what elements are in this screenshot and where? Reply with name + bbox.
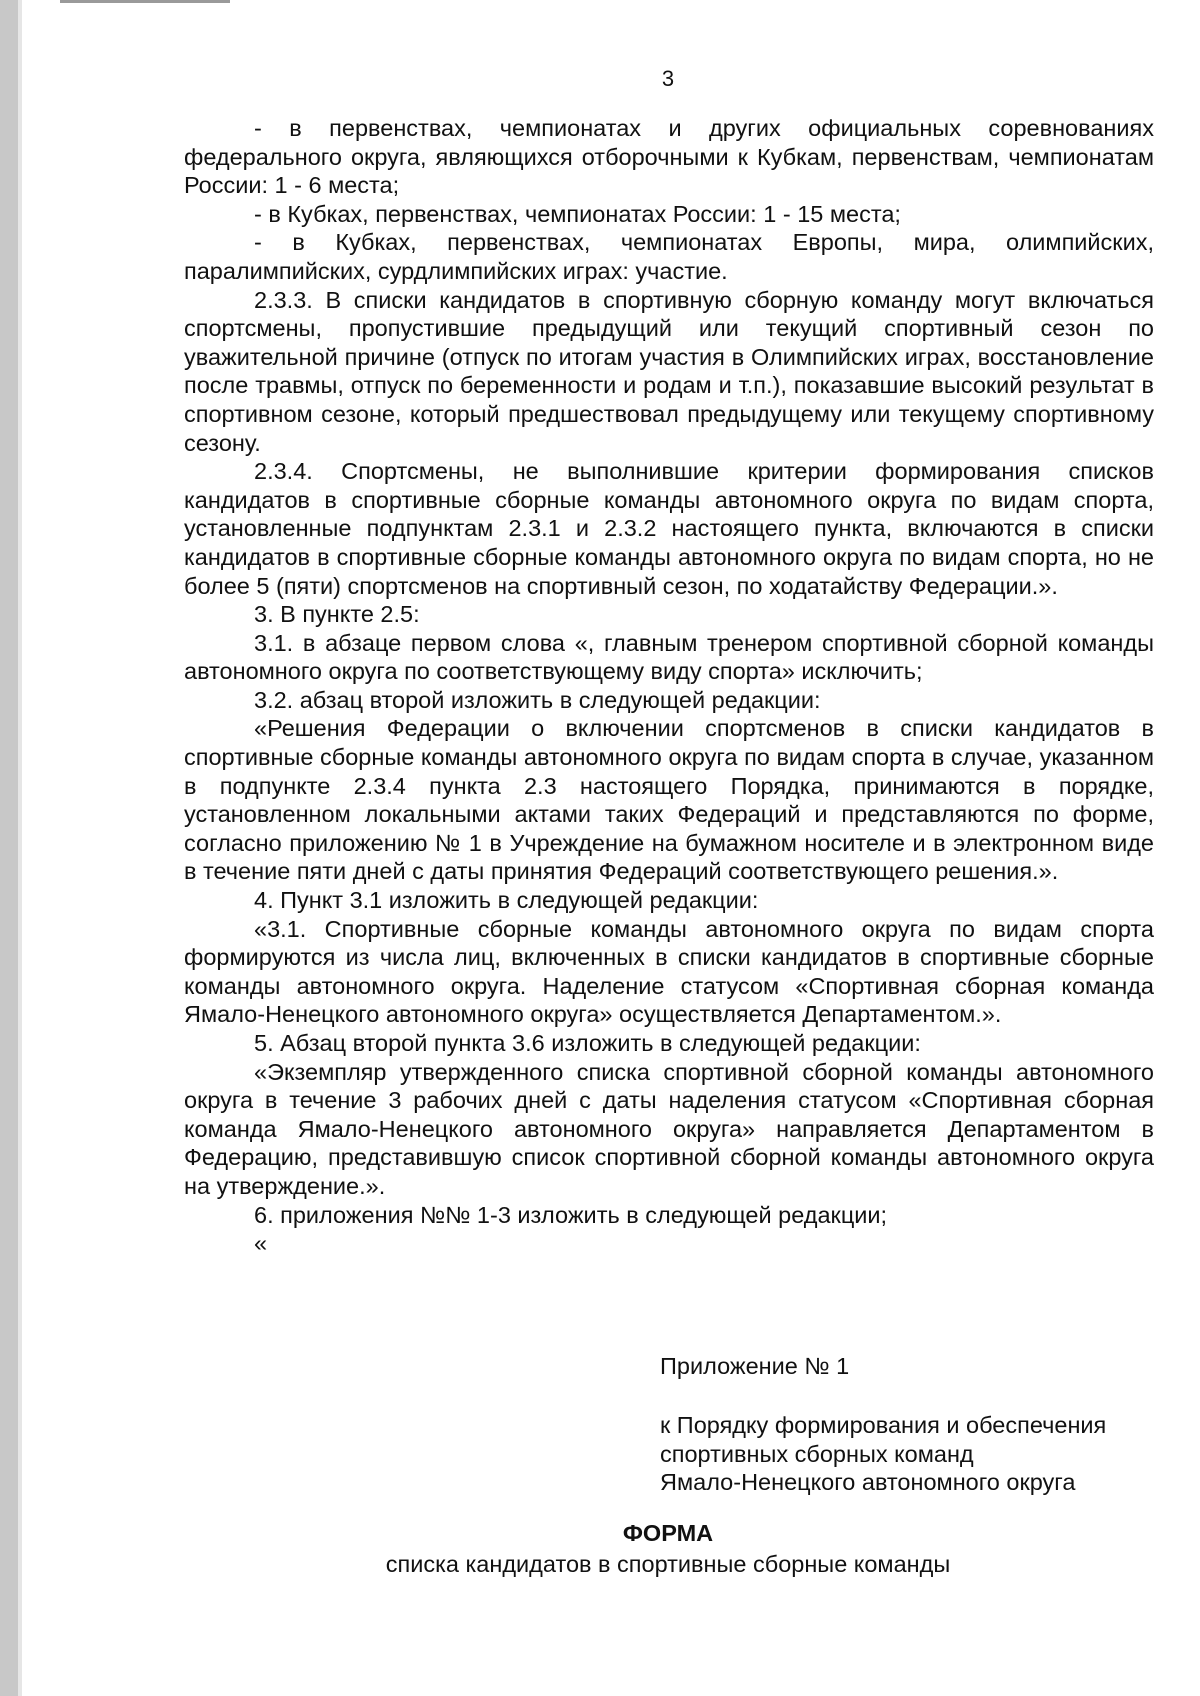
paragraph-europe-world-games: - в Кубках, первенствах, чемпионатах Европы, мира, олимпийских, паралимпийских, сурдлимпийских играх: участие. — [184, 229, 1154, 284]
appendix-title: Приложение № 1 — [660, 1353, 850, 1379]
paragraph-2-3-3: 2.3.3. В списки кандидатов в спортивную сборную команду могут включаться спортсмены, пропустившие предыдущий или текущий спортивный сезон по уважительной причине (отпуск по итогам участия в Олимпийских играх, восстановление после травмы, отпуск по беременности и родам и т.п.), показавшие высокий результат в спортивном сезоне, который предшествовал предыдущему или текущему спортивному сезону. — [184, 286, 1154, 456]
paragraph-item-5: 5. Абзац второй пункта 3.6 изложить в следующей редакции: — [254, 1030, 921, 1056]
paragraph-russia-cups: - в Кубках, первенствах, чемпионатах России: 1 - 15 места; — [254, 200, 901, 227]
paragraph-federal-district-competitions: - в первенствах, чемпионатах и других официальных соревнованиях федерального округа, являющихся отборочными к Кубкам, первенствам, чемпионатам России: 1 - 6 места; — [184, 115, 1154, 199]
paragraph-item-6: 6. приложения №№ 1-3 изложить в следующей редакции; — [254, 1201, 888, 1228]
paragraph-item-4: 4. Пункт 3.1 изложить в следующей редакции: — [254, 887, 759, 914]
paragraph-item-3: 3. В пункте 2.5: — [254, 601, 420, 628]
appendix-desc-line: к Порядку формирования и обеспечения — [660, 1412, 1107, 1438]
form-subtitle: списка кандидатов в спортивные сборные команды — [385, 1551, 951, 1577]
paragraph-3-1-teams: «3.1. Спортивные сборные команды автономного округа по видам спорта формируются из числа лиц, включенных в списки кандидатов в спортивные сборные команды автономного округа. Наделение статусом «Спортивная сборная команда Ямало-Ненецкого автономного округа» осуществляется Департаментом.». — [184, 915, 1154, 1028]
paragraph-federation-decisions: «Решения Федерации о включении спортсменов в списки кандидатов в спортивные сборные команды автономного округа по видам спорта в случае, указанном в подпункте 2.3.4 пункта 2.3 настоящего Порядка, принимаются в порядке, установленном локальными актами таких Федераций и представляются по форме, согласно приложению № 1 в Учреждение на бумажном носителе и в электронном виде в течение пяти дней с даты принятия Федераций соответствующего решения.». — [184, 715, 1154, 885]
paragraph-opening-quote: « — [254, 1230, 268, 1257]
paragraph-item-3-1: 3.1. в абзаце первом слова «, главным тренером спортивной сборной команды автономного округа по соответствующему виду спорта» исключить; — [184, 629, 1154, 685]
appendix-description — [660, 1411, 1160, 1497]
page-number: 3 — [661, 66, 675, 91]
paragraph-item-3-2: 3.2. абзац второй изложить в следующей редакции: — [254, 686, 821, 713]
form-heading: ФОРМА — [622, 1520, 714, 1546]
appendix-desc-line: Ямало-Ненецкого автономного округа — [660, 1469, 1076, 1496]
appendix-desc-line: спортивных сборных команд — [660, 1440, 974, 1467]
paragraph-approved-list-copy: «Экземпляр утвержденного списка спортивной сборной команды автономного округа в течение 3 рабочих дней с даты наделения статусом «Спортивная сборная команда Ямало-Ненецкого автономного округа» направляется Департаментом в Федерацию, представившую список спортивной сборной команды автономного округа на утверждение.». — [184, 1058, 1154, 1199]
paragraph-2-3-4: 2.3.4. Спортсмены, не выполнившие критерии формирования списков кандидатов в спортивные сборные команды автономного округа по видам спорта, установленные подпунктам 2.3.1 и 2.3.2 настоящего пункта, включаются в списки кандидатов в спортивные сборные команды автономного округа по видам спорта, но не более 5 (пяти) спортсменов на спортивный сезон, по ходатайству Федерации.». — [184, 458, 1154, 599]
document-body — [184, 114, 1154, 1258]
